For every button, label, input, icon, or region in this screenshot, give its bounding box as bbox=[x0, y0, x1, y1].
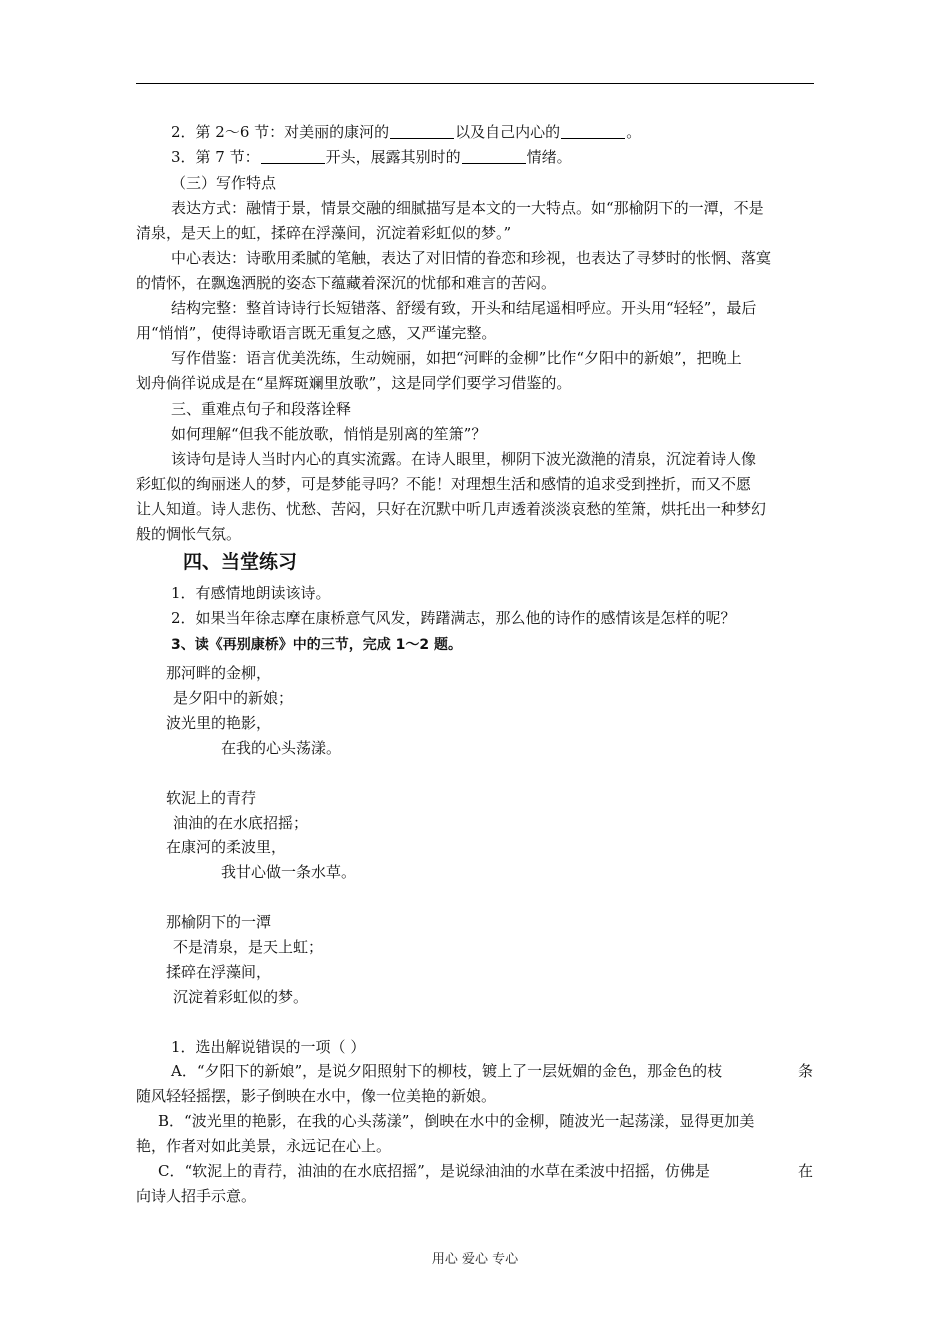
poem-s2-line3: 在康河的柔波里， bbox=[166, 838, 287, 856]
header-rule bbox=[136, 83, 814, 84]
option-c-tail: 在 bbox=[798, 1162, 814, 1180]
option-b-line2: 艳，作者对如此美景，永远记在心上。 bbox=[136, 1137, 392, 1155]
difficult-question: 如何理解“但我不能放歌，悄悄是别离的笙箫”？ bbox=[171, 425, 487, 443]
difficult-answer-line4: 般的惆怅气氛。 bbox=[136, 525, 242, 543]
outline-item-2-suffix: 。 bbox=[626, 123, 642, 141]
page-footer: 用心 爱心 专心 bbox=[431, 1252, 519, 1267]
features-heading: （三）写作特点 bbox=[171, 174, 277, 192]
features-p3-line1: 结构完整：整首诗诗行长短错落、舒缓有致，开头和结尾遥相呼应。开头用“轻轻”，最后 bbox=[171, 299, 757, 317]
outline-item-2-text: 2．第 2～6 节：对美丽的康河的 bbox=[171, 123, 390, 141]
option-a-tail: 条 bbox=[798, 1062, 814, 1080]
option-c-line1: C．“软泥上的青荇，油油的在水底招摇”，是说绿油油的水草在柔波中招摇，仿佛是 bbox=[158, 1162, 710, 1180]
answer-blank bbox=[561, 124, 625, 139]
option-b-line1: B．“波光里的艳影，在我的心头荡漾”，倒映在水中的金柳，随波光一起荡漾，显得更加美 bbox=[158, 1112, 755, 1130]
option-a-line2: 随风轻轻摇摆，影子倒映在水中，像一位美艳的新娘。 bbox=[136, 1087, 497, 1105]
outline-item-3 bbox=[171, 147, 572, 167]
answer-blank bbox=[261, 149, 325, 164]
question-1-stem: 1．选出解说错误的一项（ ） bbox=[171, 1038, 366, 1056]
features-p2-line1: 中心表达：诗歌用柔腻的笔触，表达了对旧情的眷恋和珍视，也表达了寻梦时的怅惘、落寞 bbox=[171, 249, 772, 267]
features-p4-line2: 划舟倘徉说成是在“星辉斑斓里放歌”，这是同学们要学习借鉴的。 bbox=[136, 374, 572, 392]
poem-s1-line1: 那河畔的金柳， bbox=[166, 664, 272, 682]
outline-item-2 bbox=[171, 122, 641, 142]
difficult-heading: 三、重难点句子和段落诠释 bbox=[171, 400, 352, 418]
option-c-line2: 向诗人招手示意。 bbox=[136, 1187, 257, 1205]
answer-blank bbox=[462, 149, 526, 164]
poem-s2-line4: 我甘心做一条水草。 bbox=[221, 863, 357, 881]
practice-item-2: 2．如果当年徐志摩在康桥意气风发，踌躇满志，那么他的诗作的感情该是怎样的呢？ bbox=[171, 609, 736, 627]
difficult-answer-line2: 彩虹似的绚丽迷人的梦，可是梦能寻吗？不能！对理想生活和感情的追求受到挫折，而又不愿 bbox=[136, 475, 752, 493]
poem-s1-line2: 是夕阳中的新娘； bbox=[173, 689, 294, 707]
poem-s1-line4: 在我的心头荡漾。 bbox=[221, 739, 342, 757]
outline-item-3-middle: 开头，展露其别时的 bbox=[325, 148, 461, 166]
poem-s3-line3: 揉碎在浮藻间， bbox=[166, 963, 272, 981]
features-p4-line1: 写作借鉴：语言优美洗练，生动婉丽，如把“河畔的金柳”比作“夕阳中的新娘”，把晚上 bbox=[171, 349, 742, 367]
practice-item-3: 3、读《再别康桥》中的三节，完成 1～2 题。 bbox=[171, 637, 462, 653]
outline-item-2-middle: 以及自己内心的 bbox=[455, 123, 561, 141]
poem-s3-line2: 不是清泉，是天上虹； bbox=[173, 938, 324, 956]
answer-blank bbox=[390, 124, 454, 139]
practice-heading: 四、当堂练习 bbox=[183, 551, 298, 573]
outline-item-3-suffix: 情绪。 bbox=[526, 148, 572, 166]
features-p1-line2: 清泉，是天上的虹，揉碎在浮藻间，沉淀着彩虹似的梦。” bbox=[136, 224, 512, 242]
difficult-answer-line3: 让人知道。诗人悲伤、忧愁、苦闷，只好在沉默中听几声透着淡淡哀愁的笙箫，烘托出一种梦幻 bbox=[136, 500, 767, 518]
difficult-answer-line1: 该诗句是诗人当时内心的真实流露。在诗人眼里，柳阴下波光潋滟的清泉，沉淀着诗人像 bbox=[171, 450, 757, 468]
option-a-line1: A．“夕阳下的新娘”，是说夕阳照射下的柳枝，镀上了一层妩媚的金色，那金色的枝 bbox=[171, 1062, 723, 1080]
poem-s2-line2: 油油的在水底招摇； bbox=[173, 814, 309, 832]
poem-s3-line4: 沉淀着彩虹似的梦。 bbox=[173, 988, 309, 1006]
practice-item-1: 1．有感情地朗读该诗。 bbox=[171, 584, 331, 602]
poem-s3-line1: 那榆阴下的一潭 bbox=[166, 913, 272, 931]
poem-s2-line1: 软泥上的青荇 bbox=[166, 789, 257, 807]
features-p2-line2: 的情怀，在飘逸洒脱的姿态下蕴藏着深沉的忧郁和难言的苦闷。 bbox=[136, 274, 557, 292]
features-p1-line1: 表达方式：融情于景，情景交融的细腻描写是本文的一大特点。如“那榆阴下的一潭，不是 bbox=[171, 199, 764, 217]
features-p3-line2: 用“悄悄”，使得诗歌语言既无重复之感，又严谨完整。 bbox=[136, 324, 497, 342]
outline-item-3-text: 3．第 7 节： bbox=[171, 148, 260, 166]
poem-s1-line3: 波光里的艳影， bbox=[166, 714, 272, 732]
